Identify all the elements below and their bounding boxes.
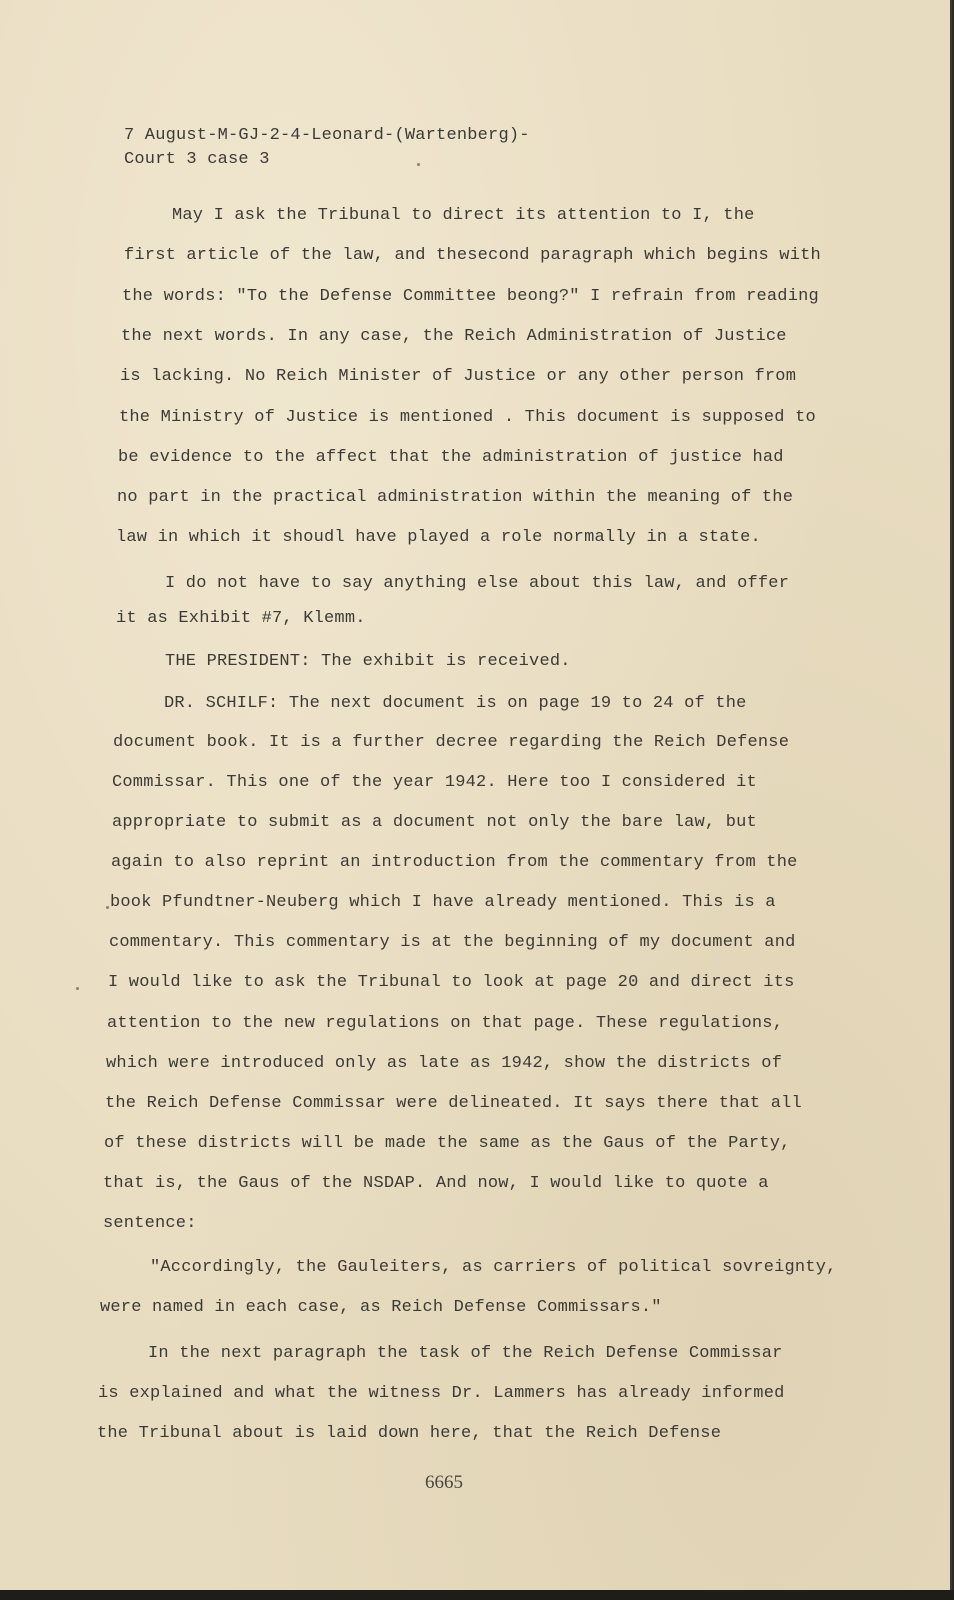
body-line: I do not have to say anything else about this law, and offer: [165, 574, 790, 593]
body-line: attention to the new regulations on that page. These regulations,: [107, 1014, 784, 1033]
body-line: that is, the Gaus of the NSDAP. And now, I would like to quote a: [103, 1174, 769, 1193]
body-line: the words: "To the Defense Committee beong?" I refrain from reading: [122, 287, 819, 306]
body-line: appropriate to submit as a document not only the bare law, but: [112, 813, 757, 832]
body-line: first article of the law, and thesecond paragraph which begins with: [124, 246, 821, 265]
body-line: be evidence to the affect that the administration of justice had: [118, 448, 784, 467]
body-line: DR. SCHILF: The next document is on page 19 to 24 of the: [164, 694, 747, 713]
body-line: law in which it shoudl have played a role normally in a state.: [116, 528, 761, 547]
body-line: THE PRESIDENT: The exhibit is received.: [165, 652, 571, 671]
body-line: the next words. In any case, the Reich Administration of Justice: [121, 327, 787, 346]
body-line: the Tribunal about is laid down here, that the Reich Defense: [97, 1424, 722, 1443]
body-line: no part in the practical administration within the meaning of the: [117, 488, 794, 507]
body-line: May I ask the Tribunal to direct its attention to I, the: [172, 206, 755, 225]
body-line: document book. It is a further decree regarding the Reich Defense: [113, 733, 790, 752]
document-header: [124, 124, 530, 172]
body-line: the Ministry of Justice is mentioned . This document is supposed to: [119, 408, 816, 427]
paper-speck: [417, 163, 420, 166]
paper-speck: [76, 987, 79, 990]
paper-speck: [106, 906, 109, 909]
body-line: "Accordingly, the Gauleiters, as carriers of political sovreignty,: [150, 1258, 837, 1277]
body-line: the Reich Defense Commissar were delineated. It says there that all: [105, 1094, 802, 1113]
body-line: In the next paragraph the task of the Reich Defense Commissar: [148, 1344, 783, 1363]
body-line: sentence:: [103, 1214, 197, 1233]
header-reference: 7 August-M-GJ-2-4-Leonard-(Wartenberg)-: [124, 126, 530, 145]
header-court: Court 3 case 3: [124, 150, 270, 169]
body-line: is explained and what the witness Dr. Lammers has already informed: [98, 1384, 785, 1403]
scan-edge: [0, 1590, 954, 1600]
body-line: which were introduced only as late as 1942, show the districts of: [106, 1054, 783, 1073]
body-line: book Pfundtner-Neuberg which I have already mentioned. This is a: [110, 893, 776, 912]
body-line: I would like to ask the Tribunal to look at page 20 and direct its: [108, 973, 795, 992]
body-line: of these districts will be made the same as the Gaus of the Party,: [104, 1134, 791, 1153]
body-line: is lacking. No Reich Minister of Justice or any other person from: [120, 367, 797, 386]
body-line: it as Exhibit #7, Klemm.: [116, 609, 366, 628]
body-line: Commissar. This one of the year 1942. Here too I considered it: [112, 773, 757, 792]
body-line: again to also reprint an introduction from the commentary from the: [111, 853, 798, 872]
page-number: 6665: [425, 1472, 463, 1493]
body-line: were named in each case, as Reich Defense Commissars.": [100, 1298, 662, 1317]
body-line: commentary. This commentary is at the beginning of my document and: [109, 933, 796, 952]
